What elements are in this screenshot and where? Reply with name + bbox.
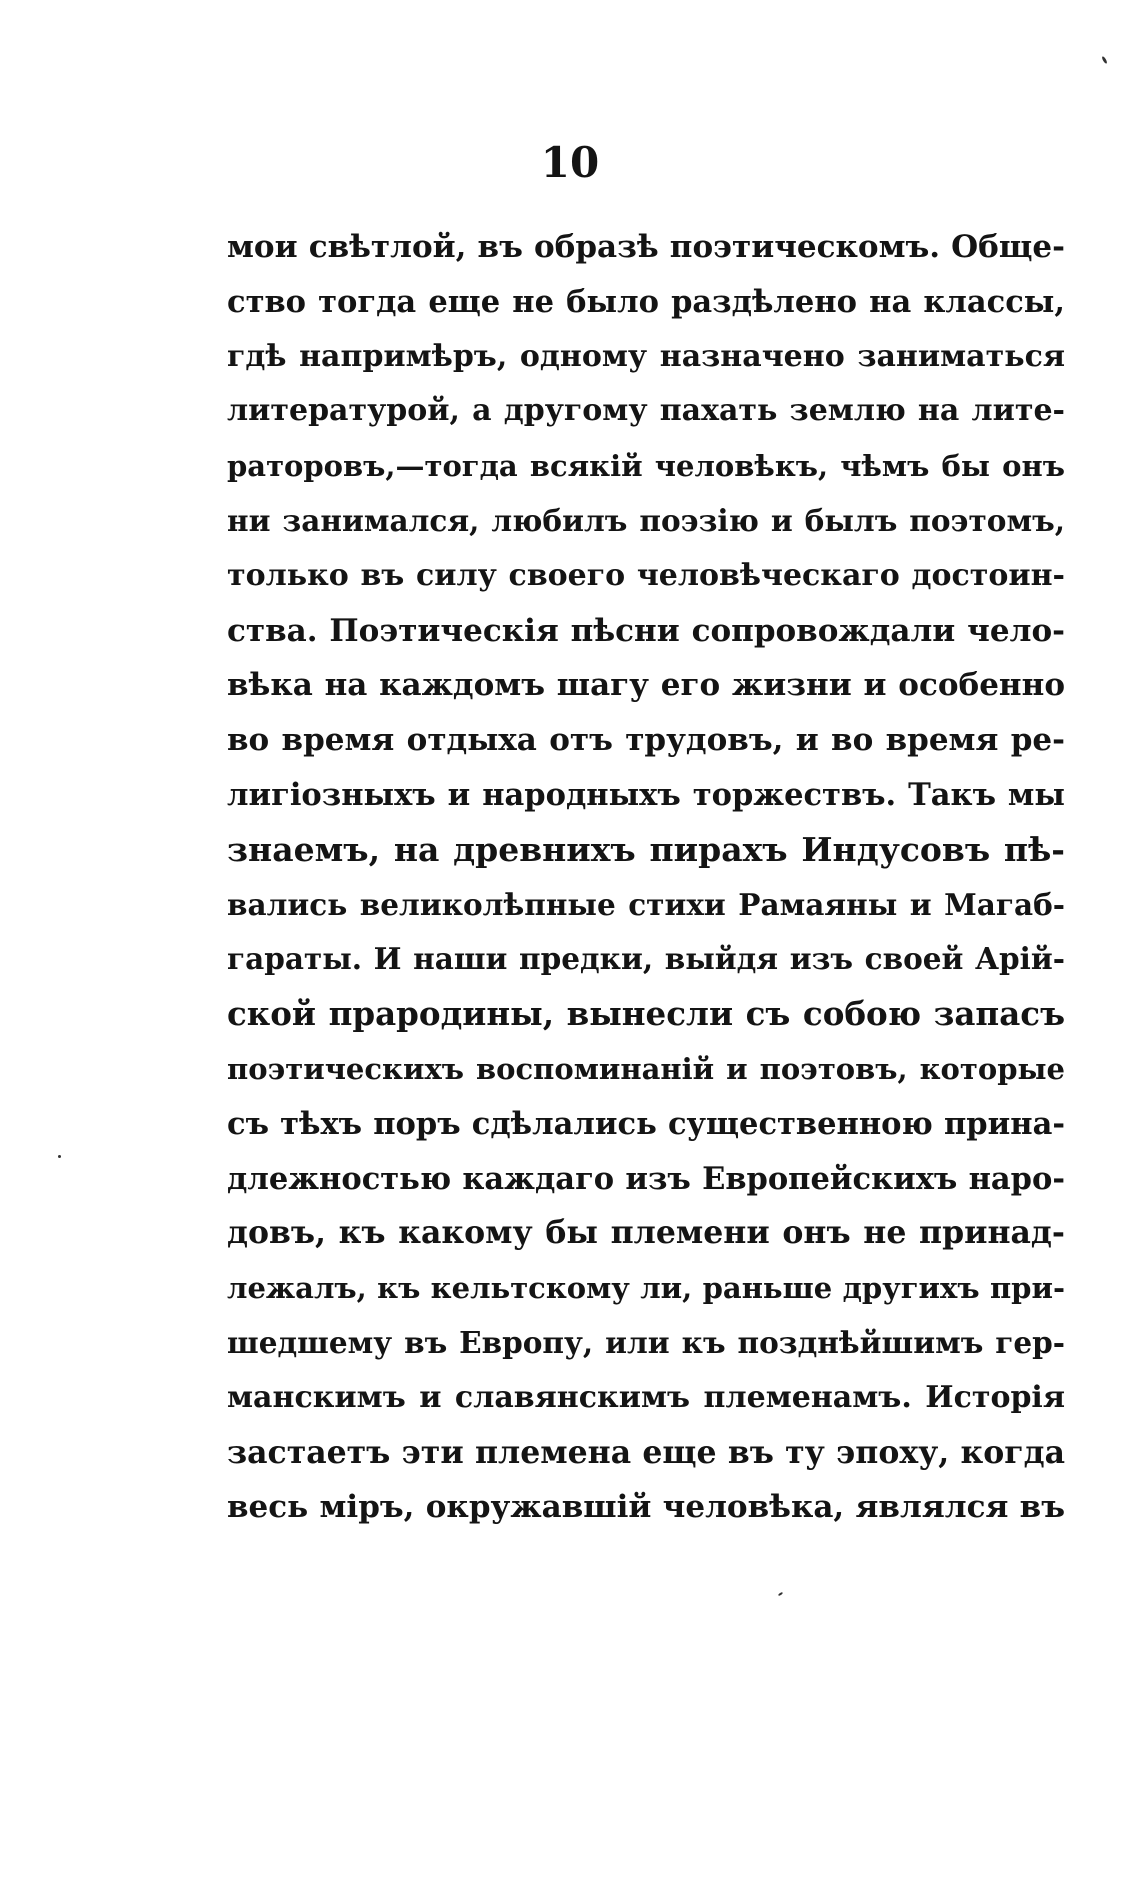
text-line: застаетъ эти племена еще въ ту эпоху, когда [227, 1433, 1065, 1471]
scan-speck [1101, 56, 1108, 64]
text-line: вались великолѣпные стихи Рамаяны и Магаб- [227, 886, 1065, 922]
scan-speck [778, 1592, 783, 1597]
text-line: ни занимался, любилъ поэзію и былъ поэтомъ, [227, 502, 1065, 538]
text-line: лигіозныхъ и народныхъ торжествъ. Такъ мы [227, 776, 1065, 813]
text-line: поэтическихъ воспоминаній и поэтовъ, которые [227, 1051, 1065, 1086]
text-line: длежностью каждаго изъ Европейскихъ наро- [227, 1160, 1065, 1197]
text-line: только въ силу своего человѣческаго достоин- [227, 557, 1065, 593]
text-line: во время отдыха отъ трудовъ, и во время ре- [227, 722, 1065, 759]
text-line: гараты. И наши предки, выйдя изъ своей Арій- [227, 941, 1065, 977]
text-line: вѣка на каждомъ шагу его жизни и особенно [227, 667, 1065, 704]
text-line: шедшему въ Европу, или къ позднѣйшимъ гер- [227, 1324, 1065, 1360]
text-line: ства. Поэтическія пѣсни сопровождали чело- [227, 612, 1065, 649]
text-line: ской прародины, вынесли съ собою запасъ [227, 994, 1065, 1034]
text-line: манскимъ и славянскимъ племенамъ. Исторія [227, 1379, 1065, 1415]
scan-speck [58, 1155, 61, 1158]
body-text [227, 220, 1065, 1535]
text-line: раторовъ,—тогда всякій человѣкъ, чѣмъ бы онъ [227, 449, 1065, 484]
text-line: довъ, къ какому бы племени онъ не принад- [227, 1214, 1065, 1252]
text-line: весь міръ, окружавшій человѣка, являлся въ [227, 1489, 1065, 1526]
text-line: мои свѣтлой, въ образѣ поэтическомъ. Обще- [227, 229, 1065, 265]
text-line: лежалъ, къ кельтскому ли, раньше другихъ при- [227, 1271, 1065, 1306]
text-line: гдѣ напримѣръ, одному назначено заниматься [227, 338, 1065, 374]
text-line: литературой, а другому пахать землю на лите- [227, 393, 1065, 429]
text-line: знаемъ, на древнихъ пирахъ Индусовъ пѣ- [227, 829, 1065, 869]
page-number: 10 [540, 138, 600, 187]
text-line: ство тогда еще не было раздѣлено на классы, [227, 283, 1065, 320]
text-line: съ тѣхъ поръ сдѣлались существенною прина- [227, 1105, 1065, 1142]
